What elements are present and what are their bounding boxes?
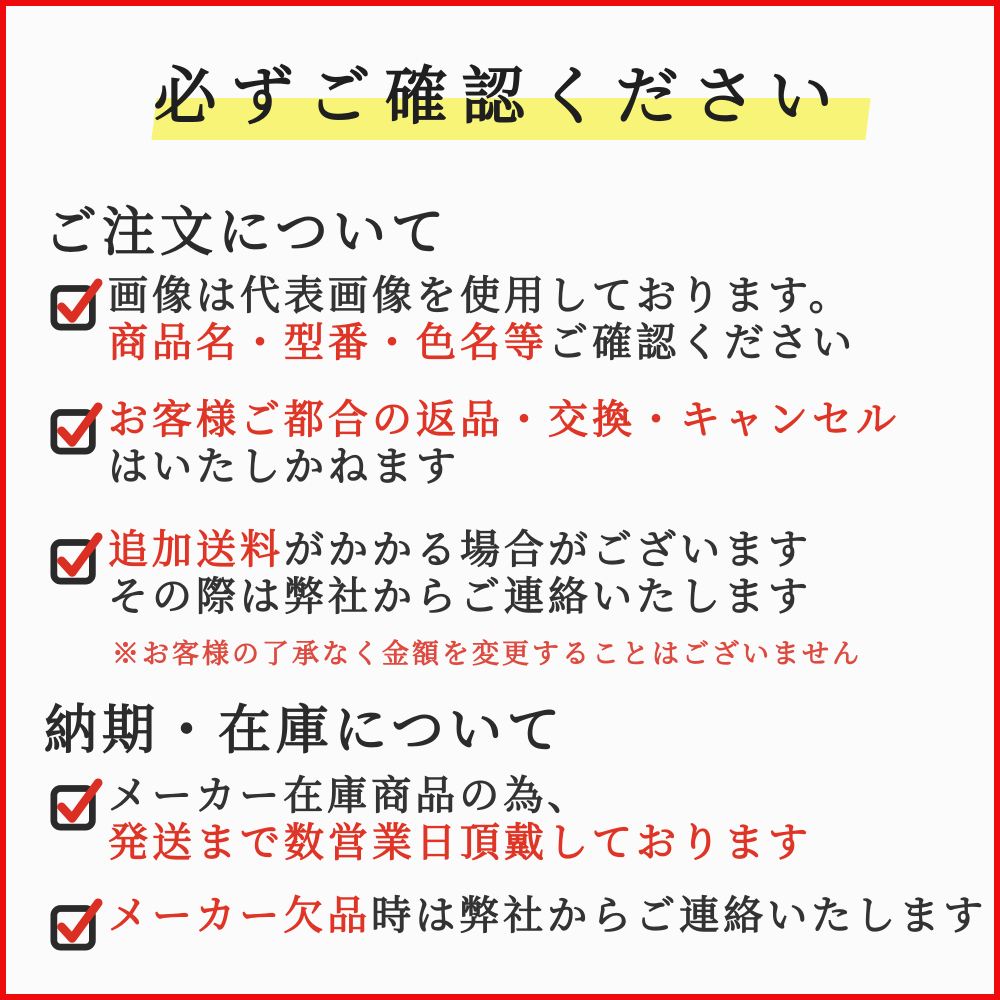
list-item bbox=[50, 396, 994, 490]
item-1-emphasis: 商品名・型番・色名等 bbox=[108, 320, 548, 365]
item-3-note: ※お客様の了承なく金額を変更することはございません bbox=[112, 639, 862, 669]
list-item bbox=[50, 892, 987, 952]
list-item bbox=[50, 272, 994, 366]
list-item bbox=[50, 526, 994, 671]
item-5-emphasis: メーカー欠品 bbox=[108, 893, 372, 938]
list-item bbox=[50, 772, 994, 866]
checkbox-check-icon bbox=[50, 774, 102, 832]
item-text bbox=[108, 396, 994, 490]
item-3-line-2: その際は弊社からご連絡いたします bbox=[108, 574, 812, 619]
checkbox-check-icon bbox=[50, 528, 102, 586]
item-1-line-1: 画像は代表画像を使用しております。 bbox=[108, 273, 853, 318]
item-text bbox=[108, 272, 994, 366]
item-1-line-2: ご確認ください bbox=[548, 320, 856, 365]
item-4-line-1: メーカー在庫商品の為、 bbox=[108, 773, 592, 818]
item-5-line-1: 時は弊社からご連絡いたします bbox=[371, 893, 988, 938]
checkbox-check-icon bbox=[50, 398, 102, 456]
item-3-line-1: がかかる場合がございます bbox=[284, 527, 812, 572]
item-3-emphasis: 追加送料 bbox=[108, 527, 284, 572]
item-2-line-2: はいたしかねます bbox=[108, 444, 460, 489]
section-heading-order: ご注文について bbox=[44, 204, 449, 262]
checkbox-check-icon bbox=[50, 274, 102, 332]
item-text bbox=[108, 772, 994, 866]
checkbox-check-icon bbox=[50, 894, 102, 952]
item-2-emphasis: お客様ご都合の返品・交換・キャンセル bbox=[108, 397, 900, 442]
section-heading-stock: 納期・在庫について bbox=[44, 702, 565, 760]
item-text bbox=[108, 892, 987, 939]
item-4-emphasis: 発送まで数営業日頂戴しております bbox=[108, 820, 812, 865]
page-title: 必ずご確認ください bbox=[153, 62, 847, 132]
item-text bbox=[108, 526, 994, 671]
